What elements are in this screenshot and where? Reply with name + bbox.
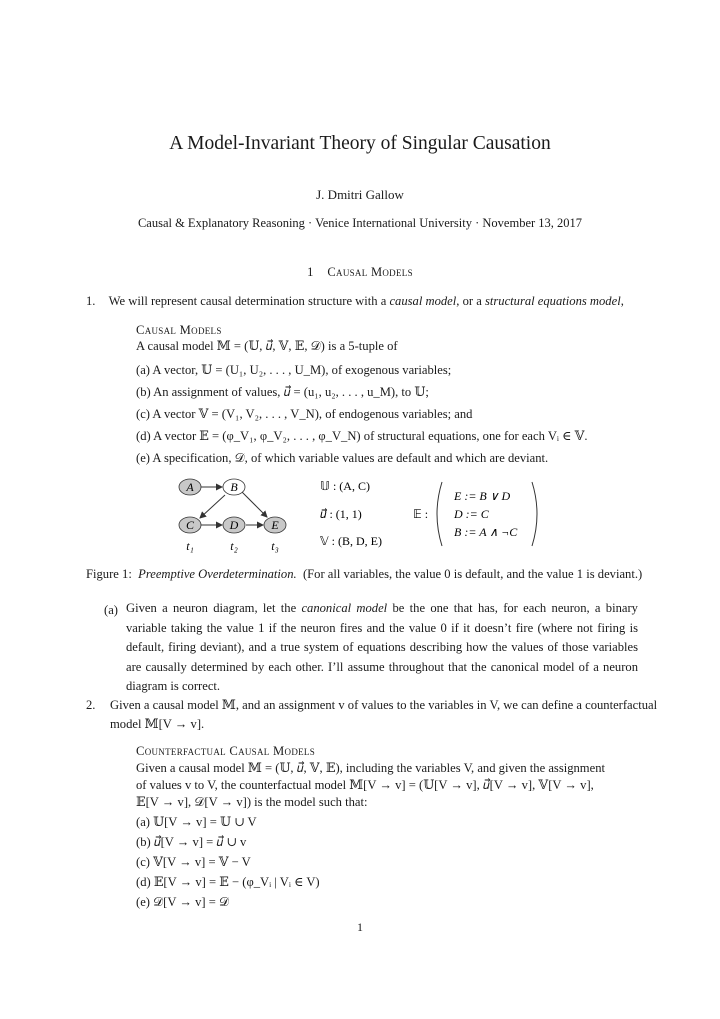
def2-heading: Counterfactual Causal Models bbox=[136, 744, 316, 758]
section-number: 1 bbox=[307, 265, 314, 279]
edge-B-E bbox=[242, 492, 267, 517]
meta-line: Causal & Explanatory Reasoning · Venice International University · November 13, 2017 bbox=[137, 216, 583, 230]
item-1-text-a: We will represent causal determination structure with a bbox=[108, 294, 390, 308]
section-name: Causal Models bbox=[327, 265, 413, 279]
def1-item-b: (b) An assignment of values, 𝑢⃗ = (u₁, u₂, . . . , u_M), to 𝕌; bbox=[136, 385, 429, 399]
def2-item-d: (d) 𝔼[V → v] = 𝔼 − (φ_Vᵢ | Vᵢ ∈ V) bbox=[136, 875, 320, 889]
time-label-t2: t₂ bbox=[230, 539, 238, 553]
equation-E: E := B ∨ D bbox=[454, 489, 511, 503]
figure-V-line: 𝕍 : (B, D, E) bbox=[320, 534, 382, 548]
author: J. Dmitri Gallow bbox=[316, 187, 404, 202]
subitem-a-text-a: Given a neuron diagram, let the bbox=[126, 601, 302, 615]
item-1-number: 1. bbox=[86, 294, 96, 308]
def2-item-a: (a) 𝕌[V → v] = 𝕌 ∪ V bbox=[136, 815, 257, 829]
subitem-a-em: canonical model bbox=[301, 601, 388, 615]
def1-intro: A causal model 𝕄 = (𝕌, 𝑢⃗, 𝕍, 𝔼, 𝒟) is a 5-tuple of bbox=[136, 339, 398, 353]
def1-item-d: (d) A vector 𝔼 = (φ_V₁, φ_V₂, . . . , φ_V_N) of structural equations, one for each Vᵢ ∈ 𝕍. bbox=[136, 429, 588, 443]
item-2-line2: model 𝕄[V → v]. bbox=[110, 717, 205, 731]
svg-text:E: E bbox=[271, 518, 279, 532]
figure-U-line: 𝕌 : (A, C) bbox=[320, 479, 370, 493]
figure-caption-label: Figure 1: bbox=[86, 567, 132, 581]
def1-item-c: (c) A vector 𝕍 = (V₁, V₂, . . . , V_N), of endogenous variables; and bbox=[136, 407, 473, 421]
figure-caption-text: (For all variables, the value 0 is default, and the value 1 is deviant.) bbox=[302, 567, 643, 581]
item-1 bbox=[86, 293, 624, 309]
item-1-text-b: , or a bbox=[456, 294, 485, 308]
def2-line-2: of values v to V, the counterfactual model 𝕄[V → v] = (𝕌[V → v], 𝑢⃗[V → v], 𝕍[V → v], bbox=[136, 778, 594, 792]
edge-C-B bbox=[200, 495, 225, 518]
svg-text:D: D bbox=[229, 518, 239, 532]
subitem-a-label: (a) bbox=[104, 603, 118, 617]
item-2-number: 2. bbox=[86, 698, 96, 712]
neuron-diagram-figure bbox=[170, 470, 570, 560]
item-1-text-c: , bbox=[620, 294, 624, 308]
node-A bbox=[179, 479, 201, 495]
item-2-line1: Given a causal model 𝕄, and an assignment v of values to the variables in V, we can define a counterfactual bbox=[110, 698, 658, 712]
page-number: 1 bbox=[357, 920, 363, 934]
def2-line-3: 𝔼[V → v], 𝒟[V → v]) is the model such that: bbox=[136, 795, 368, 809]
figure-caption bbox=[86, 566, 642, 582]
node-E bbox=[264, 517, 286, 533]
equation-B: B := A ∧ ¬C bbox=[454, 525, 518, 539]
node-B bbox=[223, 479, 245, 495]
def1-item-a: (a) A vector, 𝕌 = (U₁, U₂, . . . , U_M), of exogenous variables; bbox=[136, 363, 452, 377]
node-D bbox=[223, 517, 245, 533]
item-1-em2: structural equations model bbox=[484, 294, 621, 308]
svg-text:A: A bbox=[186, 480, 194, 494]
time-label-t3: t₃ bbox=[271, 539, 279, 553]
def1-heading: Causal Models bbox=[136, 323, 222, 337]
subitem-a-text-b: be the one that has, for each neuron, a binary variable taking the value 1 if the neuron fires and the value 0 if it doesn’t fire (where not firing is default, firing deviant), and a true system of equations describing how the values of those variables are causally determined by each other. I’ll assume throughout that the canonical model of a neuron diagram is correct. bbox=[126, 601, 638, 693]
item-1-em1: causal model bbox=[389, 294, 457, 308]
def2-line-1: Given a causal model 𝕄 = (𝕌, 𝑢⃗, 𝕍, 𝔼), including the variables V, and given the assignment bbox=[136, 761, 605, 775]
section-heading bbox=[0, 265, 720, 280]
time-label-t1: t₁ bbox=[186, 539, 194, 553]
def2-item-e: (e) 𝒟[V → v] = 𝒟 bbox=[136, 895, 230, 909]
equation-D: D := C bbox=[454, 507, 489, 521]
equations-right-paren bbox=[532, 482, 537, 546]
paper-title: A Model-Invariant Theory of Singular Causation bbox=[169, 133, 551, 154]
equations-left-paren bbox=[437, 482, 442, 546]
def2-item-b: (b) 𝑢⃗[V → v] = 𝑢⃗ ∪ v bbox=[136, 835, 247, 849]
figure-u-line: 𝑢⃗ : (1, 1) bbox=[320, 507, 362, 521]
svg-text:B: B bbox=[230, 480, 238, 494]
node-C bbox=[179, 517, 201, 533]
def2-item-c: (c) 𝕍[V → v] = 𝕍 − V bbox=[136, 855, 251, 869]
subitem-a-paragraph bbox=[126, 599, 638, 697]
figure-E-label: 𝔼 : bbox=[413, 507, 429, 521]
figure-caption-title: Preemptive Overdetermination. bbox=[138, 567, 297, 581]
svg-text:C: C bbox=[185, 518, 195, 532]
def1-item-e: (e) A specification, 𝒟, of which variable values are default and which are deviant. bbox=[136, 451, 549, 465]
